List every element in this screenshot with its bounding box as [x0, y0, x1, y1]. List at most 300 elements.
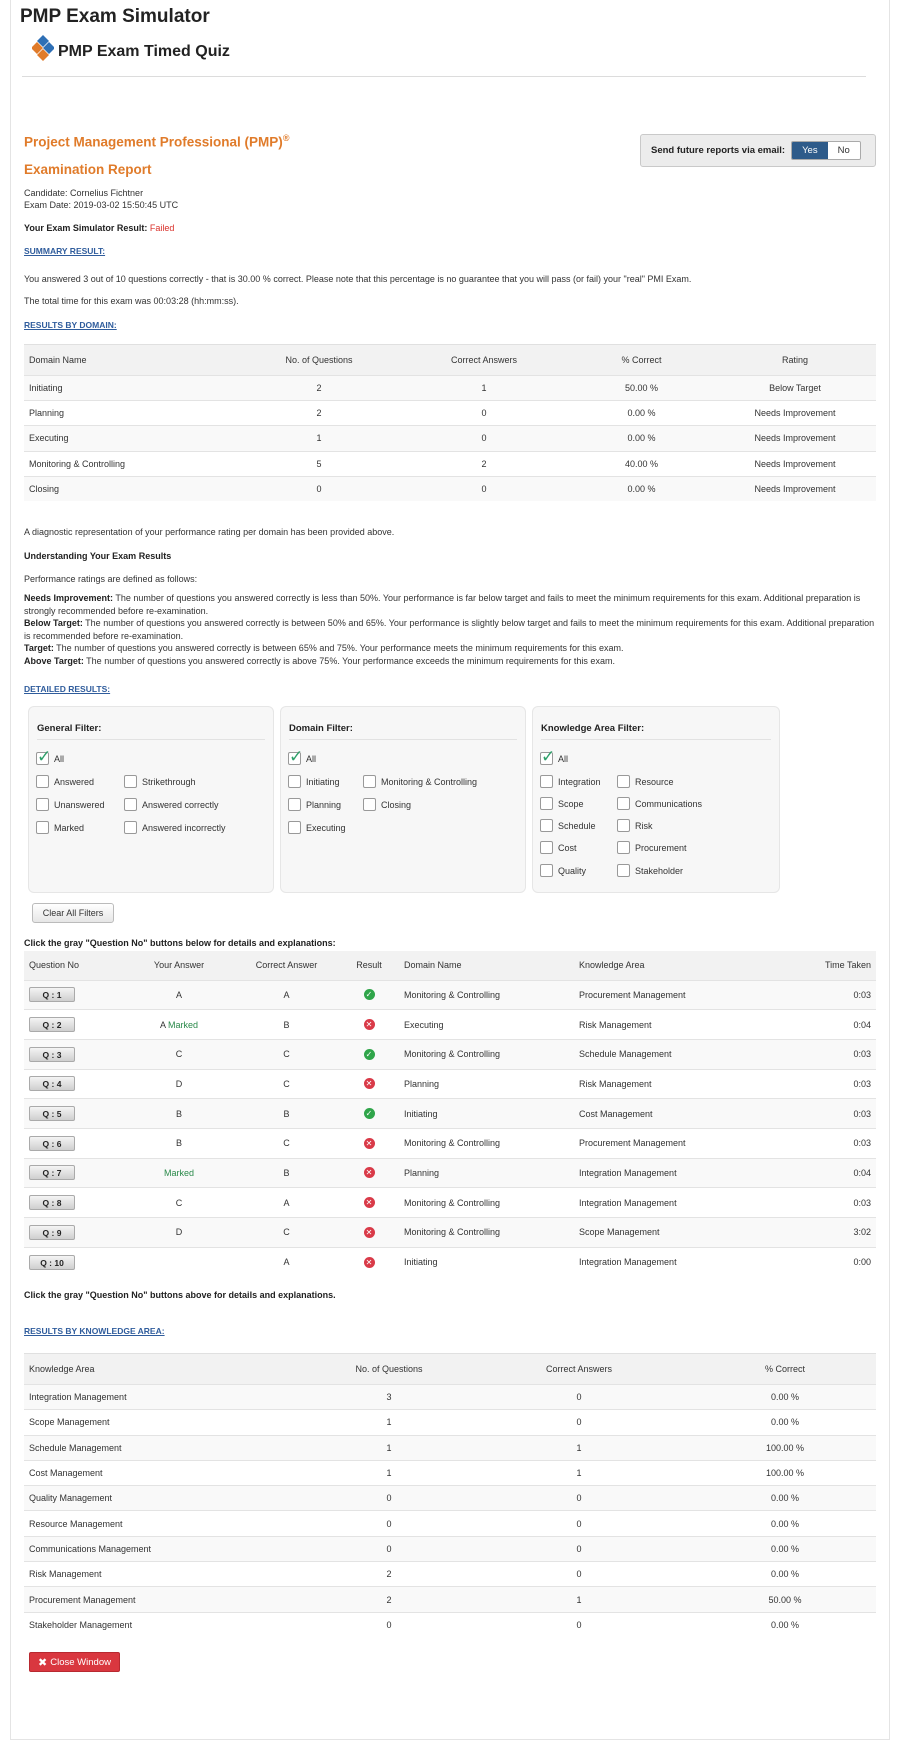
knowledge-area: Procurement Management	[574, 980, 764, 1010]
result-cell	[339, 1247, 399, 1277]
knowledge-area: Scope Management	[574, 1218, 764, 1248]
close-window-label: Close Window	[50, 1656, 111, 1668]
checkbox[interactable]	[617, 775, 630, 788]
table-cell: 100.00 %	[694, 1460, 876, 1485]
question-button[interactable]: Q : 7	[29, 1165, 75, 1180]
question-button[interactable]: Q : 2	[29, 1017, 75, 1032]
filter-divider	[541, 739, 771, 740]
knowledge-area: Integration Management	[574, 1247, 764, 1277]
table-cell: 0.00 %	[569, 476, 714, 501]
correct-answer: A	[234, 1247, 339, 1277]
filter-risk[interactable]: Risk	[617, 819, 653, 832]
filter-integration[interactable]: Integration	[540, 775, 601, 788]
column-header: Correct Answers	[464, 1354, 694, 1385]
table-cell: 0	[399, 426, 569, 451]
filter-scope[interactable]: Scope	[540, 797, 584, 810]
detailed-heading[interactable]: DETAILED RESULTS:	[24, 684, 111, 694]
rating-definitions	[24, 592, 876, 667]
your-answer-cell	[124, 1010, 234, 1040]
question-button[interactable]: Q : 1	[29, 987, 75, 1002]
correct-answer: C	[234, 1128, 339, 1158]
checkbox[interactable]	[540, 841, 553, 854]
table-cell: 1	[464, 1435, 694, 1460]
your-answer-cell	[124, 1128, 234, 1158]
table-row	[24, 1385, 876, 1410]
table-row	[24, 1435, 876, 1460]
your-answer-cell	[124, 1158, 234, 1188]
your-answer: A	[175, 989, 182, 1000]
table-cell: 0.00 %	[569, 426, 714, 451]
your-answer-cell	[124, 980, 234, 1010]
rating-definition: Needs Improvement: The number of questions you answered correctly is less than 50%. Your performance is far below target and fails to meet the minimum requirements for this exam. Additional preparation is strongly recommended before re-examination.	[24, 593, 861, 616]
knowledge-area-heading[interactable]: RESULTS BY KNOWLEDGE AREA:	[24, 1326, 165, 1336]
column-header: Correct Answers	[399, 345, 569, 376]
checkbox[interactable]	[124, 775, 137, 788]
time-taken: 0:03	[764, 1128, 876, 1158]
table-cell: 3	[314, 1385, 464, 1410]
time-taken: 0:00	[764, 1247, 876, 1277]
understanding-title: Understanding Your Exam Results	[24, 551, 172, 561]
question-button[interactable]: Q : 3	[29, 1047, 75, 1062]
filter-knowledge-all[interactable]: ✓ All	[540, 752, 568, 765]
table-cell: Closing	[24, 476, 239, 501]
column-header: Rating	[714, 345, 876, 376]
table-cell: 0	[464, 1511, 694, 1536]
table-row	[24, 1128, 876, 1158]
domain-name: Planning	[399, 1158, 574, 1188]
table-cell: Planning	[24, 401, 239, 426]
domain-filter-panel	[280, 706, 526, 893]
column-header: Knowledge Area	[574, 951, 764, 980]
table-cell: 0	[314, 1511, 464, 1536]
knowledge-area: Integration Management	[574, 1158, 764, 1188]
table-cell: 0.00 %	[694, 1486, 876, 1511]
table-cell	[24, 1039, 124, 1069]
filter-answered-incorrectly[interactable]: Answered incorrectly	[124, 821, 226, 834]
filter-cost[interactable]: Cost	[540, 841, 577, 854]
result-cell	[339, 1010, 399, 1040]
filter-resource[interactable]: Resource	[617, 775, 674, 788]
table-cell: 1	[464, 1460, 694, 1485]
exam-date: Exam Date: 2019-03-02 15:50:45 UTC	[24, 200, 179, 210]
table-cell: Executing	[24, 426, 239, 451]
pmp-logo-icon	[32, 35, 54, 63]
checkbox[interactable]	[617, 841, 630, 854]
table-row	[24, 1247, 876, 1277]
table-cell: 1	[399, 376, 569, 401]
checkbox[interactable]	[617, 819, 630, 832]
table-row	[24, 1536, 876, 1561]
checkbox[interactable]	[540, 864, 553, 877]
candidate-name: Candidate: Cornelius Fichtner	[24, 188, 144, 198]
table-cell	[24, 1128, 124, 1158]
time-taken: 0:03	[764, 980, 876, 1010]
checkbox[interactable]	[36, 798, 49, 811]
your-answer: B	[175, 1108, 182, 1119]
filter-general-all[interactable]: ✓ All	[36, 752, 64, 765]
filter-schedule[interactable]: Schedule	[540, 819, 596, 832]
knowledge-area: Procurement Management	[574, 1128, 764, 1158]
close-window-button[interactable]	[29, 1652, 120, 1672]
diagnostic-note: A diagnostic representation of your performance rating per domain has been provided above.	[24, 527, 395, 537]
filter-procurement[interactable]: Procurement	[617, 841, 687, 854]
correct-answer: B	[234, 1010, 339, 1040]
summary-heading[interactable]: SUMMARY RESULT:	[24, 246, 106, 256]
incorrect-x-icon: ✕	[364, 1138, 375, 1149]
checkbox-checked[interactable]	[36, 752, 49, 765]
knowledge-area: Cost Management	[574, 1099, 764, 1129]
result-cell	[339, 980, 399, 1010]
table-cell: 0	[464, 1562, 694, 1587]
table-cell: 0	[399, 401, 569, 426]
table-cell	[24, 1010, 124, 1040]
column-header: Your Answer	[124, 951, 234, 980]
table-row	[24, 401, 876, 426]
table-cell	[24, 1247, 124, 1277]
domain-heading[interactable]: RESULTS BY DOMAIN:	[24, 320, 117, 330]
table-cell: Resource Management	[24, 1511, 314, 1536]
table-cell: 0	[464, 1410, 694, 1435]
click-hint-above: Click the gray "Question No" buttons above for details and explanations.	[24, 1290, 336, 1300]
table-cell: Schedule Management	[24, 1435, 314, 1460]
email-toggle-group	[791, 141, 861, 160]
filter-planning[interactable]: Planning	[288, 798, 341, 811]
correct-answer: C	[234, 1218, 339, 1248]
checkbox[interactable]	[288, 798, 301, 811]
click-hint-below: Click the gray "Question No" buttons below for details and explanations:	[24, 938, 336, 948]
column-header: Correct Answer	[234, 951, 339, 980]
filter-divider	[289, 739, 517, 740]
table-cell: 2	[399, 451, 569, 476]
table-cell: 1	[314, 1435, 464, 1460]
table-row	[24, 426, 876, 451]
ratings-intro: Performance ratings are defined as follows:	[24, 574, 198, 584]
checkbox[interactable]	[617, 797, 630, 810]
checkbox[interactable]	[124, 798, 137, 811]
filter-unanswered[interactable]: Unanswered	[36, 798, 105, 811]
app-title: PMP Exam Simulator	[20, 6, 210, 27]
table-cell	[24, 1158, 124, 1188]
time-taken: 0:04	[764, 1158, 876, 1188]
table-row	[24, 1010, 876, 1040]
correct-answer: C	[234, 1069, 339, 1099]
filter-initiating[interactable]: Initiating	[288, 775, 340, 788]
table-cell: Needs Improvement	[714, 451, 876, 476]
table-cell: Monitoring & Controlling	[24, 451, 239, 476]
your-answer-cell	[124, 1099, 234, 1129]
table-cell: 0	[464, 1612, 694, 1637]
question-button[interactable]: Q : 8	[29, 1195, 75, 1210]
column-header: Domain Name	[399, 951, 574, 980]
incorrect-x-icon: ✕	[364, 1167, 375, 1178]
time-taken: 0:03	[764, 1188, 876, 1218]
table-cell: 2	[314, 1562, 464, 1587]
filter-executing[interactable]: Executing	[288, 821, 346, 834]
domain-name: Monitoring & Controlling	[399, 1039, 574, 1069]
filter-stakeholder[interactable]: Stakeholder	[617, 864, 683, 877]
table-cell: 5	[239, 451, 399, 476]
table-cell: 1	[314, 1410, 464, 1435]
question-button[interactable]: Q : 6	[29, 1136, 75, 1151]
question-button[interactable]: Q : 5	[29, 1106, 75, 1121]
result-cell	[339, 1128, 399, 1158]
table-cell	[24, 1099, 124, 1129]
table-row	[24, 1562, 876, 1587]
result-cell	[339, 1039, 399, 1069]
column-header: No. of Questions	[239, 345, 399, 376]
time-taken: 0:03	[764, 1069, 876, 1099]
clear-filters-button[interactable]: Clear All Filters	[32, 903, 114, 923]
table-cell: 0	[239, 476, 399, 501]
domain-name: Executing	[399, 1010, 574, 1040]
question-button[interactable]: Q : 9	[29, 1225, 75, 1240]
checkbox-checked[interactable]	[288, 752, 301, 765]
table-cell: 1	[314, 1460, 464, 1485]
result-cell	[339, 1069, 399, 1099]
table-cell: 2	[239, 376, 399, 401]
table-cell	[24, 1218, 124, 1248]
total-time: The total time for this exam was 00:03:28 (hh:mm:ss).	[24, 296, 239, 306]
email-yes-button[interactable]: Yes	[792, 142, 828, 159]
table-cell: 0.00 %	[694, 1536, 876, 1561]
table-cell: 1	[464, 1587, 694, 1612]
table-cell: 0.00 %	[694, 1385, 876, 1410]
column-header: Domain Name	[24, 345, 239, 376]
your-answer-cell	[124, 1218, 234, 1248]
checkbox[interactable]	[36, 775, 49, 788]
knowledge-area: Schedule Management	[574, 1039, 764, 1069]
checkbox[interactable]	[36, 821, 49, 834]
table-cell: Cost Management	[24, 1460, 314, 1485]
rating-definition: Target: The number of questions you answered correctly is between 65% and 75%. Your performance meets the minimum requirements for this exam.	[24, 643, 624, 653]
correct-answer: A	[234, 1188, 339, 1218]
knowledge-area: Risk Management	[574, 1010, 764, 1040]
incorrect-x-icon: ✕	[364, 1257, 375, 1268]
table-header-row	[24, 1354, 876, 1385]
table-cell: 1	[239, 426, 399, 451]
result-status: Failed	[149, 223, 175, 233]
exam-result: Your Exam Simulator Result: Failed	[24, 223, 175, 233]
table-row	[24, 1099, 876, 1129]
filter-strikethrough[interactable]: Strikethrough	[124, 775, 196, 788]
result-cell	[339, 1158, 399, 1188]
filter-answered[interactable]: Answered	[36, 775, 94, 788]
checkbox[interactable]	[540, 819, 553, 832]
filter-marked[interactable]: Marked	[36, 821, 84, 834]
table-cell: 0	[314, 1536, 464, 1561]
table-header-row	[24, 345, 876, 376]
domain-name: Planning	[399, 1069, 574, 1099]
filter-quality[interactable]: Quality	[540, 864, 586, 877]
result-cell	[339, 1188, 399, 1218]
table-cell: 50.00 %	[569, 376, 714, 401]
your-answer: C	[175, 1197, 183, 1208]
column-header: Knowledge Area	[24, 1354, 314, 1385]
checkbox[interactable]	[540, 775, 553, 788]
column-header: Time Taken	[764, 951, 876, 980]
table-cell: 0	[464, 1536, 694, 1561]
table-cell: Procurement Management	[24, 1587, 314, 1612]
table-row	[24, 1511, 876, 1536]
time-taken: 0:04	[764, 1010, 876, 1040]
question-button[interactable]: Q : 10	[29, 1255, 75, 1270]
time-taken: 0:03	[764, 1099, 876, 1129]
table-row	[24, 376, 876, 401]
checkbox[interactable]	[363, 798, 376, 811]
report-subtitle: Examination Report	[24, 162, 152, 177]
checkbox-checked[interactable]	[540, 752, 553, 765]
email-no-button[interactable]: No	[828, 142, 860, 159]
table-row	[24, 980, 876, 1010]
your-answer: A	[159, 1019, 166, 1030]
table-cell: 40.00 %	[569, 451, 714, 476]
filter-monitoring-controlling[interactable]: Monitoring & Controlling	[363, 775, 477, 788]
table-cell: Initiating	[24, 376, 239, 401]
table-row	[24, 1486, 876, 1511]
correct-answer: A	[234, 980, 339, 1010]
correct-answer: B	[234, 1099, 339, 1129]
email-reports-toggle	[640, 134, 876, 167]
knowledge-area: Integration Management	[574, 1188, 764, 1218]
summary-line: You answered 3 out of 10 questions correctly - that is 30.00 % correct. Please note that this percentage is no guarantee that you will pass (or fail) your "real" PMI Exam.	[24, 274, 692, 284]
table-cell: 0	[314, 1486, 464, 1511]
table-cell	[24, 980, 124, 1010]
table-cell	[24, 1069, 124, 1099]
marked-flag: Marked	[168, 1019, 199, 1030]
your-answer: B	[175, 1138, 182, 1149]
your-answer-cell	[124, 1188, 234, 1218]
table-cell: 100.00 %	[694, 1435, 876, 1460]
quiz-title: PMP Exam Timed Quiz	[58, 43, 230, 60]
domain-name: Initiating	[399, 1099, 574, 1129]
table-cell: Communications Management	[24, 1536, 314, 1561]
column-header: Result	[339, 951, 399, 980]
time-taken: 3:02	[764, 1218, 876, 1248]
filter-answered-correctly[interactable]: Answered correctly	[124, 798, 219, 811]
table-row	[24, 1188, 876, 1218]
column-header: Question No	[24, 951, 124, 980]
table-cell: 0	[399, 476, 569, 501]
correct-answer: B	[234, 1158, 339, 1188]
table-cell: Needs Improvement	[714, 401, 876, 426]
table-cell: 0.00 %	[569, 401, 714, 426]
time-taken: 0:03	[764, 1039, 876, 1069]
rating-definition: Below Target: The number of questions you answered correctly is between 50% and 65%. Your performance is slightly below target and fails to meet the minimum requirements for this exam. Additional preparation is recommended before re-examination.	[24, 618, 875, 641]
checkbox[interactable]	[288, 821, 301, 834]
table-row	[24, 1158, 876, 1188]
table-row	[24, 476, 876, 501]
general-filter-panel	[28, 706, 274, 893]
marked-flag: Marked	[163, 1167, 194, 1178]
table-cell: Needs Improvement	[714, 476, 876, 501]
checkbox[interactable]	[617, 864, 630, 877]
table-cell: 2	[239, 401, 399, 426]
result-cell	[339, 1099, 399, 1129]
table-cell: 0.00 %	[694, 1511, 876, 1536]
your-answer: C	[175, 1049, 183, 1060]
incorrect-x-icon: ✕	[364, 1227, 375, 1238]
email-reports-label: Send future reports via email:	[651, 145, 786, 156]
correct-answer: C	[234, 1039, 339, 1069]
your-answer-cell	[124, 1247, 234, 1277]
domain-filter-title: Domain Filter:	[289, 723, 353, 734]
domain-name: Monitoring & Controlling	[399, 1188, 574, 1218]
knowledge-area: Risk Management	[574, 1069, 764, 1099]
domain-results-table	[24, 344, 876, 501]
correct-check-icon: ✓	[364, 989, 375, 1000]
table-row	[24, 1612, 876, 1637]
correct-check-icon: ✓	[364, 1108, 375, 1119]
your-answer: D	[175, 1227, 183, 1238]
column-header: % Correct	[569, 345, 714, 376]
general-filter-title: General Filter:	[37, 723, 102, 734]
domain-name: Monitoring & Controlling	[399, 1128, 574, 1158]
close-icon: ✖	[38, 1656, 48, 1669]
table-header-row	[24, 951, 876, 980]
table-row	[24, 1587, 876, 1612]
filter-communications[interactable]: Communications	[617, 797, 702, 810]
domain-name: Initiating	[399, 1247, 574, 1277]
table-row	[24, 1069, 876, 1099]
filter-closing[interactable]: Closing	[363, 798, 411, 811]
your-answer: D	[175, 1078, 183, 1089]
table-cell: Stakeholder Management	[24, 1612, 314, 1637]
result-cell	[339, 1218, 399, 1248]
knowledge-filter-panel	[532, 706, 780, 893]
table-cell: 2	[314, 1587, 464, 1612]
question-results-table	[24, 951, 876, 1277]
knowledge-filter-title: Knowledge Area Filter:	[541, 723, 645, 734]
table-cell: Quality Management	[24, 1486, 314, 1511]
incorrect-x-icon: ✕	[364, 1078, 375, 1089]
domain-name: Monitoring & Controlling	[399, 1218, 574, 1248]
checkbox[interactable]	[288, 775, 301, 788]
table-cell: Scope Management	[24, 1410, 314, 1435]
table-row	[24, 1218, 876, 1248]
table-row	[24, 1460, 876, 1485]
your-answer-cell	[124, 1039, 234, 1069]
header-divider	[22, 76, 866, 77]
knowledge-area-table	[24, 1353, 876, 1637]
table-cell: Needs Improvement	[714, 426, 876, 451]
table-cell: 0.00 %	[694, 1562, 876, 1587]
checkbox[interactable]	[540, 797, 553, 810]
filter-divider	[37, 739, 265, 740]
table-cell: 0.00 %	[694, 1612, 876, 1637]
question-button[interactable]: Q : 4	[29, 1076, 75, 1091]
table-cell: 0	[464, 1385, 694, 1410]
domain-name: Monitoring & Controlling	[399, 980, 574, 1010]
table-cell: 50.00 %	[694, 1587, 876, 1612]
report-title: Project Management Professional (PMP)®	[24, 133, 290, 150]
filter-domain-all[interactable]: ✓ All	[288, 752, 316, 765]
table-cell: Risk Management	[24, 1562, 314, 1587]
table-row	[24, 1410, 876, 1435]
table-row	[24, 451, 876, 476]
column-header: % Correct	[694, 1354, 876, 1385]
table-cell	[24, 1188, 124, 1218]
table-cell: 0	[464, 1486, 694, 1511]
table-row	[24, 1039, 876, 1069]
table-cell: Below Target	[714, 376, 876, 401]
table-cell: Integration Management	[24, 1385, 314, 1410]
checkbox[interactable]	[363, 775, 376, 788]
rating-definition: Above Target: The number of questions you answered correctly is above 75%. Your performance exceeds the minimum requirements for this exam.	[24, 655, 615, 666]
checkbox[interactable]	[124, 821, 137, 834]
table-cell: 0.00 %	[694, 1410, 876, 1435]
table-cell: 0	[314, 1612, 464, 1637]
correct-check-icon: ✓	[364, 1049, 375, 1060]
